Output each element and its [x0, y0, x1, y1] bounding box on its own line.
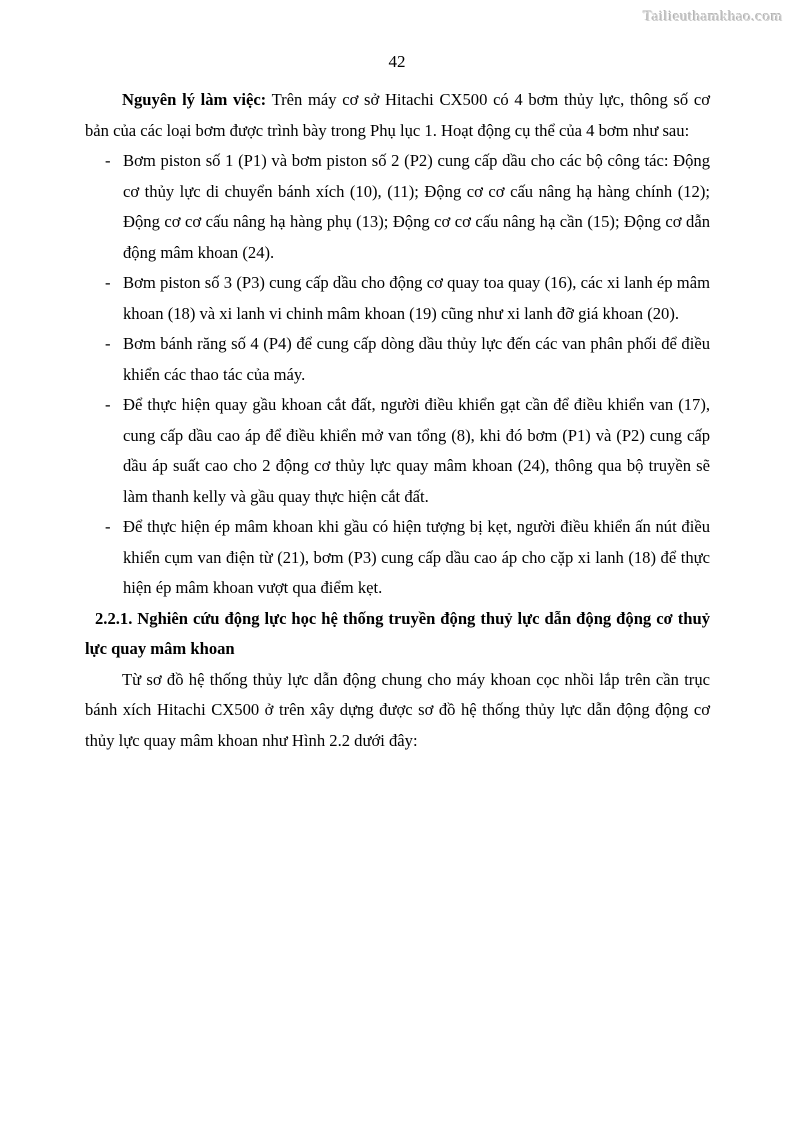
- watermark: Tailieuthamkhao.com: [643, 9, 783, 25]
- bullet-marker: -: [105, 151, 111, 170]
- list-item-text: Bơm bánh răng số 4 (P4) để cung cấp dòng dầu thủy lực đến các van phân phối để điều khiển các thao tác của máy.: [123, 334, 710, 384]
- bullet-marker: -: [105, 395, 111, 414]
- paragraph-intro-lead: Nguyên lý làm việc:: [122, 90, 267, 109]
- paragraph-body: Từ sơ đồ hệ thống thủy lực dẫn động chung cho máy khoan cọc nhồi lắp trên cần trục bánh xích Hitachi CX500 ở trên xây dựng được sơ đồ hệ thống thủy lực dẫn động động cơ thủy lực quay mâm khoan như Hình 2.2 dưới đây:: [85, 669, 710, 750]
- page-number: 42: [388, 52, 406, 71]
- list-item: [85, 512, 710, 604]
- list-item: [85, 268, 710, 329]
- list-item: [85, 146, 710, 268]
- list-item-text: Để thực hiện ép mâm khoan khi gầu có hiện tượng bị kẹt, người điều khiển ấn nút điều khiển cụm van điện từ (21), bơm (P3) cung cấp dầu cao áp cho cặp xi lanh (18) để thực hiện ép mâm khoan vượt qua điểm kẹt.: [123, 517, 710, 597]
- list-item-text: Bơm piston số 3 (P3) cung cấp dầu cho động cơ quay toa quay (16), các xi lanh ép mâm khoan (18) và xi lanh vi chinh mâm khoan (19) cũng như xi lanh đỡ giá khoan (20).: [123, 273, 710, 323]
- list-item-text: Để thực hiện quay gầu khoan cắt đất, người điều khiển gạt cần để điều khiển van (17), cung cấp dầu cao áp để điều khiển mở van tổng (8), khi đó bơm (P1) và (P2) cung cấp dầu áp suất cao cho 2 động cơ thủy lực quay mâm khoan (24), thông qua bộ truyền sẽ làm thanh kelly và gầu quay thực hiện cắt đất.: [123, 395, 710, 506]
- list-item-text: Bơm piston số 1 (P1) và bơm piston số 2 (P2) cung cấp dầu cho các bộ công tác: Động cơ thủy lực di chuyển bánh xích (10), (11); Động cơ cơ cấu nâng hạ hàng chính (12); Động cơ cơ cấu nâng hạ hàng phụ (13); Động cơ cơ cấu nâng hạ cần (15); Động cơ dẫn động mâm khoan (24).: [123, 151, 710, 262]
- bullet-marker: -: [105, 517, 111, 536]
- list-item: [85, 390, 710, 512]
- paragraph-intro-text: Trên máy cơ sở Hitachi CX500 có 4 bơm thủy lực, thông số cơ bản của các loại bơm được trình bày trong Phụ lục 1. Hoạt động cụ thể của 4 bơm như sau:: [85, 90, 710, 140]
- paragraph-intro: [85, 85, 710, 146]
- bullet-marker: -: [105, 273, 111, 292]
- document-content: [85, 85, 710, 756]
- bullet-marker: -: [105, 334, 111, 353]
- list-item: [85, 329, 710, 390]
- section-heading: 2.2.1. Nghiên cứu động lực học hệ thống truyền động thuỷ lực dẫn động động cơ thuỷ lực quay mâm khoan: [85, 608, 710, 658]
